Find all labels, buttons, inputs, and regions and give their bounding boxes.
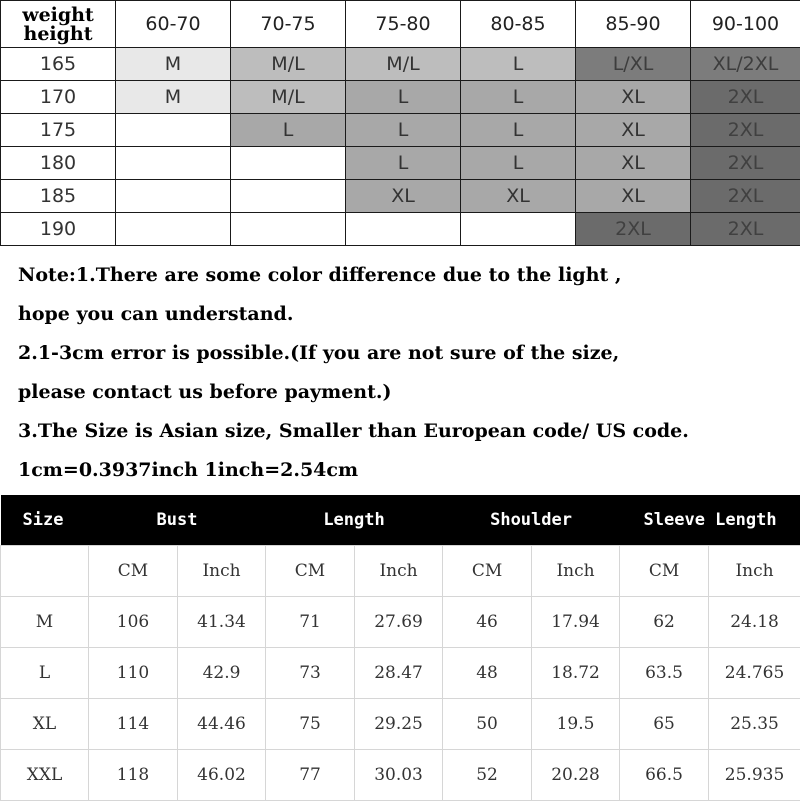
size-cell: XL bbox=[461, 180, 576, 213]
note-line: 3.The Size is Asian size, Smaller than European code/ US code. bbox=[18, 414, 798, 453]
size-cell: 2XL bbox=[691, 81, 800, 114]
unit-label: Inch bbox=[709, 546, 800, 597]
size-cell bbox=[116, 213, 231, 246]
unit-label: CM bbox=[443, 546, 532, 597]
measurement-value: 24.18 bbox=[709, 597, 800, 648]
measurement-value: 25.935 bbox=[709, 750, 800, 801]
measurement-row bbox=[1, 699, 800, 750]
measurement-value: 18.72 bbox=[532, 648, 620, 699]
measurement-row bbox=[1, 750, 800, 801]
size-label: L bbox=[1, 648, 89, 699]
size-cell: 2XL bbox=[576, 213, 691, 246]
size-cell: L/XL bbox=[576, 48, 691, 81]
measurement-value: 71 bbox=[266, 597, 355, 648]
measurement-value: 48 bbox=[443, 648, 532, 699]
size-cell: L bbox=[461, 48, 576, 81]
size-cell: L bbox=[346, 147, 461, 180]
measurement-header-row bbox=[1, 495, 800, 546]
height-value: 190 bbox=[1, 213, 116, 246]
grid-row bbox=[1, 147, 800, 180]
size-cell: XL bbox=[576, 114, 691, 147]
size-label: XXL bbox=[1, 750, 89, 801]
corner-weight-label: weight bbox=[1, 6, 115, 25]
header-length: Length bbox=[266, 495, 443, 546]
height-value: 165 bbox=[1, 48, 116, 81]
height-value: 170 bbox=[1, 81, 116, 114]
size-cell: XL/2XL bbox=[691, 48, 800, 81]
weight-range-header: 85-90 bbox=[576, 1, 691, 48]
size-cell bbox=[231, 213, 346, 246]
size-cell bbox=[461, 213, 576, 246]
grid-header-row bbox=[1, 1, 800, 48]
grid-corner-label bbox=[1, 1, 116, 48]
grid-row bbox=[1, 114, 800, 147]
height-value: 175 bbox=[1, 114, 116, 147]
measurement-value: 29.25 bbox=[355, 699, 443, 750]
size-cell bbox=[231, 180, 346, 213]
size-label: M bbox=[1, 597, 89, 648]
measurement-value: 52 bbox=[443, 750, 532, 801]
size-cell: XL bbox=[576, 81, 691, 114]
size-cell bbox=[116, 180, 231, 213]
size-cell: L bbox=[346, 81, 461, 114]
measurement-value: 42.9 bbox=[178, 648, 266, 699]
grid-row bbox=[1, 48, 800, 81]
size-cell: 2XL bbox=[691, 147, 800, 180]
measurement-value: 30.03 bbox=[355, 750, 443, 801]
note-line: Note:1.There are some color difference due to the light , bbox=[18, 258, 798, 297]
weight-range-header: 70-75 bbox=[231, 1, 346, 48]
measurement-value: 24.765 bbox=[709, 648, 800, 699]
size-cell: XL bbox=[346, 180, 461, 213]
measurement-value: 65 bbox=[620, 699, 709, 750]
size-cell: L bbox=[461, 114, 576, 147]
size-cell: 2XL bbox=[691, 213, 800, 246]
weight-range-header: 90-100 bbox=[691, 1, 800, 48]
measurement-value: 27.69 bbox=[355, 597, 443, 648]
size-cell bbox=[346, 213, 461, 246]
header-shoulder: Shoulder bbox=[443, 495, 620, 546]
size-cell: M/L bbox=[231, 48, 346, 81]
measurement-value: 62 bbox=[620, 597, 709, 648]
weight-range-header: 75-80 bbox=[346, 1, 461, 48]
measurement-row bbox=[1, 597, 800, 648]
measurement-value: 110 bbox=[89, 648, 178, 699]
measurement-value: 44.46 bbox=[178, 699, 266, 750]
note-line: 1cm=0.3937inch 1inch=2.54cm bbox=[18, 453, 798, 492]
measurement-value: 75 bbox=[266, 699, 355, 750]
measurement-value: 63.5 bbox=[620, 648, 709, 699]
weight-range-header: 80-85 bbox=[461, 1, 576, 48]
corner-height-label: height bbox=[1, 25, 115, 44]
measurement-row bbox=[1, 648, 800, 699]
measurement-value: 50 bbox=[443, 699, 532, 750]
measurement-value: 46 bbox=[443, 597, 532, 648]
note-line: hope you can understand. bbox=[18, 297, 798, 336]
measurement-value: 77 bbox=[266, 750, 355, 801]
size-cell: L bbox=[346, 114, 461, 147]
size-cell: XL bbox=[576, 180, 691, 213]
measurement-value: 106 bbox=[89, 597, 178, 648]
size-cell: M/L bbox=[346, 48, 461, 81]
size-cell: L bbox=[461, 81, 576, 114]
size-cell: L bbox=[231, 114, 346, 147]
size-cell bbox=[116, 114, 231, 147]
unit-label: Inch bbox=[178, 546, 266, 597]
measurement-value: 66.5 bbox=[620, 750, 709, 801]
unit-row-blank bbox=[1, 546, 89, 597]
grid-row bbox=[1, 213, 800, 246]
grid-row bbox=[1, 180, 800, 213]
measurement-value: 46.02 bbox=[178, 750, 266, 801]
height-value: 180 bbox=[1, 147, 116, 180]
note-line: 2.1-3cm error is possible.(If you are not sure of the size, bbox=[18, 336, 798, 375]
measurement-table bbox=[0, 495, 800, 801]
size-cell: 2XL bbox=[691, 114, 800, 147]
header-size: Size bbox=[1, 495, 89, 546]
unit-label: CM bbox=[266, 546, 355, 597]
measurement-value: 20.28 bbox=[532, 750, 620, 801]
unit-label: Inch bbox=[532, 546, 620, 597]
size-cell: M bbox=[116, 81, 231, 114]
measurement-value: 73 bbox=[266, 648, 355, 699]
measurement-value: 114 bbox=[89, 699, 178, 750]
measurement-value: 19.5 bbox=[532, 699, 620, 750]
size-cell: 2XL bbox=[691, 180, 800, 213]
measurement-value: 118 bbox=[89, 750, 178, 801]
header-sleeve-length: Sleeve Length bbox=[620, 495, 800, 546]
size-cell: M/L bbox=[231, 81, 346, 114]
grid-row bbox=[1, 81, 800, 114]
size-cell: L bbox=[461, 147, 576, 180]
height-value: 185 bbox=[1, 180, 116, 213]
weight-range-header: 60-70 bbox=[116, 1, 231, 48]
unit-label: Inch bbox=[355, 546, 443, 597]
measurement-value: 28.47 bbox=[355, 648, 443, 699]
note-line: please contact us before payment.) bbox=[18, 375, 798, 414]
size-cell: XL bbox=[576, 147, 691, 180]
unit-row bbox=[1, 546, 800, 597]
size-cell bbox=[231, 147, 346, 180]
unit-label: CM bbox=[89, 546, 178, 597]
weight-height-size-grid bbox=[0, 0, 800, 246]
measurement-value: 41.34 bbox=[178, 597, 266, 648]
unit-label: CM bbox=[620, 546, 709, 597]
measurement-value: 25.35 bbox=[709, 699, 800, 750]
size-cell: M bbox=[116, 48, 231, 81]
measurement-value: 17.94 bbox=[532, 597, 620, 648]
size-notes bbox=[18, 258, 798, 492]
header-bust: Bust bbox=[89, 495, 266, 546]
size-cell bbox=[116, 147, 231, 180]
size-label: XL bbox=[1, 699, 89, 750]
